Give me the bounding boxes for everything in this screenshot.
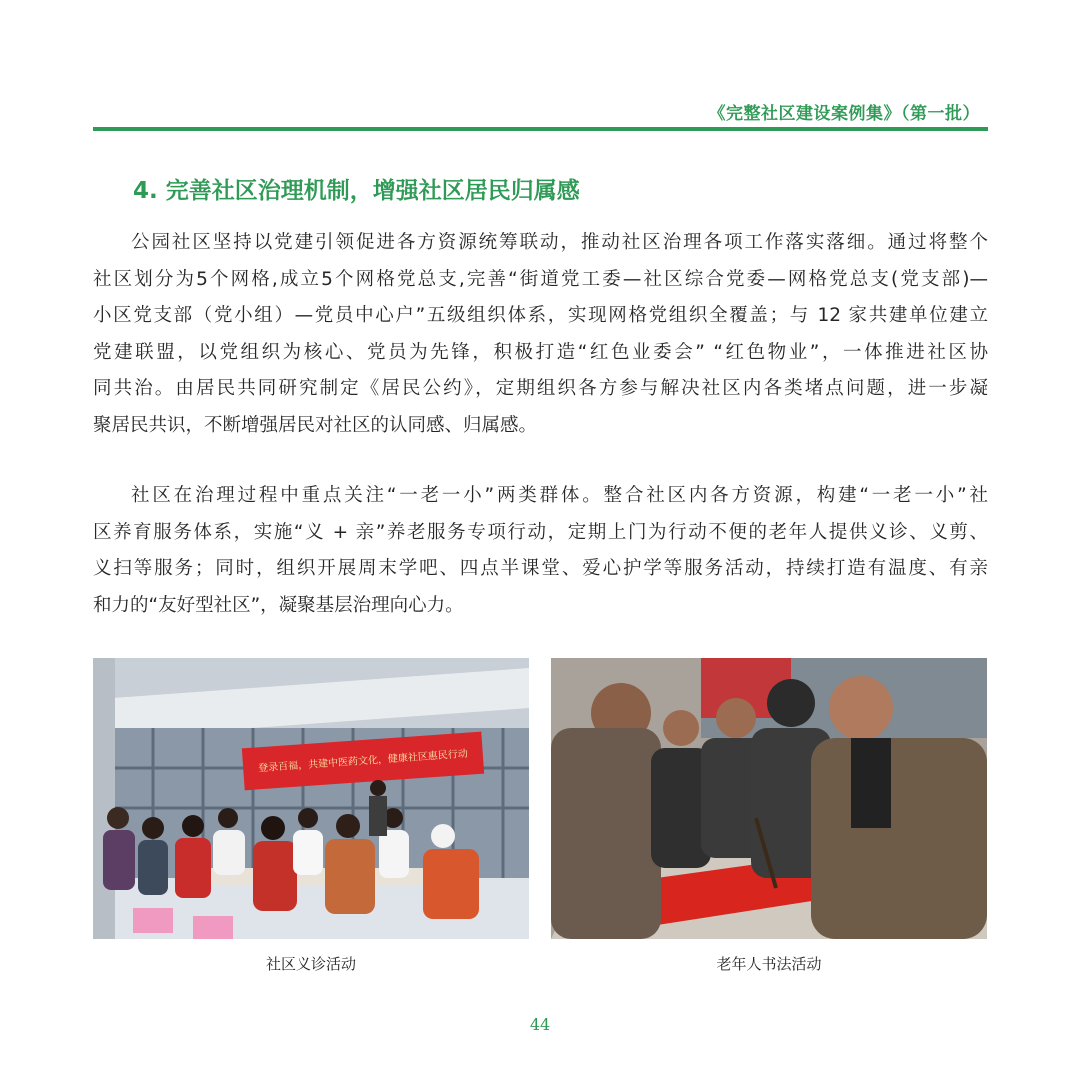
text-line: 小区党支部（党小组）—党员中心户”五级组织体系，实现网格党组织全覆盖；与 12 家共建单位建立 — [93, 305, 988, 326]
text-line: 区养育服务体系，实施“义 + 亲”养老服务专项行动，定期上门为行动不便的老年人提供义诊、义剪、 — [93, 521, 988, 543]
photo-community-clinic — [93, 658, 529, 939]
text-line: 社区在治理过程中重点关注“一老一小”两类群体。整合社区内各方资源，构建“一老一小”社 — [131, 485, 988, 506]
caption-community-clinic: 社区义诊活动 — [265, 955, 356, 973]
banner-text: 登录百福，共建中医药文化，健康社区惠民行动 — [257, 748, 469, 775]
page-number: 44 — [529, 1015, 551, 1034]
paragraph-2 — [93, 478, 988, 624]
header-divider — [93, 127, 988, 131]
text-line: 公园社区坚持以党建引领促进各方资源统筹联动，推动社区治理各项工作落实落细。通过将整个 — [131, 232, 988, 253]
text-line: 社区划分为5个网格,成立5个网格党总支,完善“街道党工委—社区综合党委—网格党总支(党支部)— — [93, 268, 988, 290]
section-heading: 4. 完善社区治理机制，增强社区居民归属感 — [133, 178, 580, 204]
text-line: 和力的“友好型社区”，凝聚基层治理向心力。 — [93, 594, 464, 616]
caption-calligraphy-activity: 老年人书法活动 — [716, 955, 822, 973]
text-line: 同共治。由居民共同研究制定《居民公约》，定期组织各方参与解决社区内各类堵点问题，进一步凝 — [93, 378, 988, 399]
text-line: 党建联盟，以党组织为核心、党员为先锋，积极打造“红色业委会” “红色物业”，一体推进社区协 — [93, 341, 988, 363]
paragraph-1 — [93, 225, 988, 444]
header-title: 《完整社区建设案例集》（第一批） — [708, 104, 980, 124]
text-line: 义扫等服务；同时，组织开展周末学吧、四点半课堂、爱心护学等服务活动，持续打造有温度、有亲 — [93, 558, 988, 579]
photo-calligraphy-activity — [551, 658, 987, 939]
text-line: 聚居民共识，不断增强居民对社区的认同感、归属感。 — [93, 414, 538, 436]
